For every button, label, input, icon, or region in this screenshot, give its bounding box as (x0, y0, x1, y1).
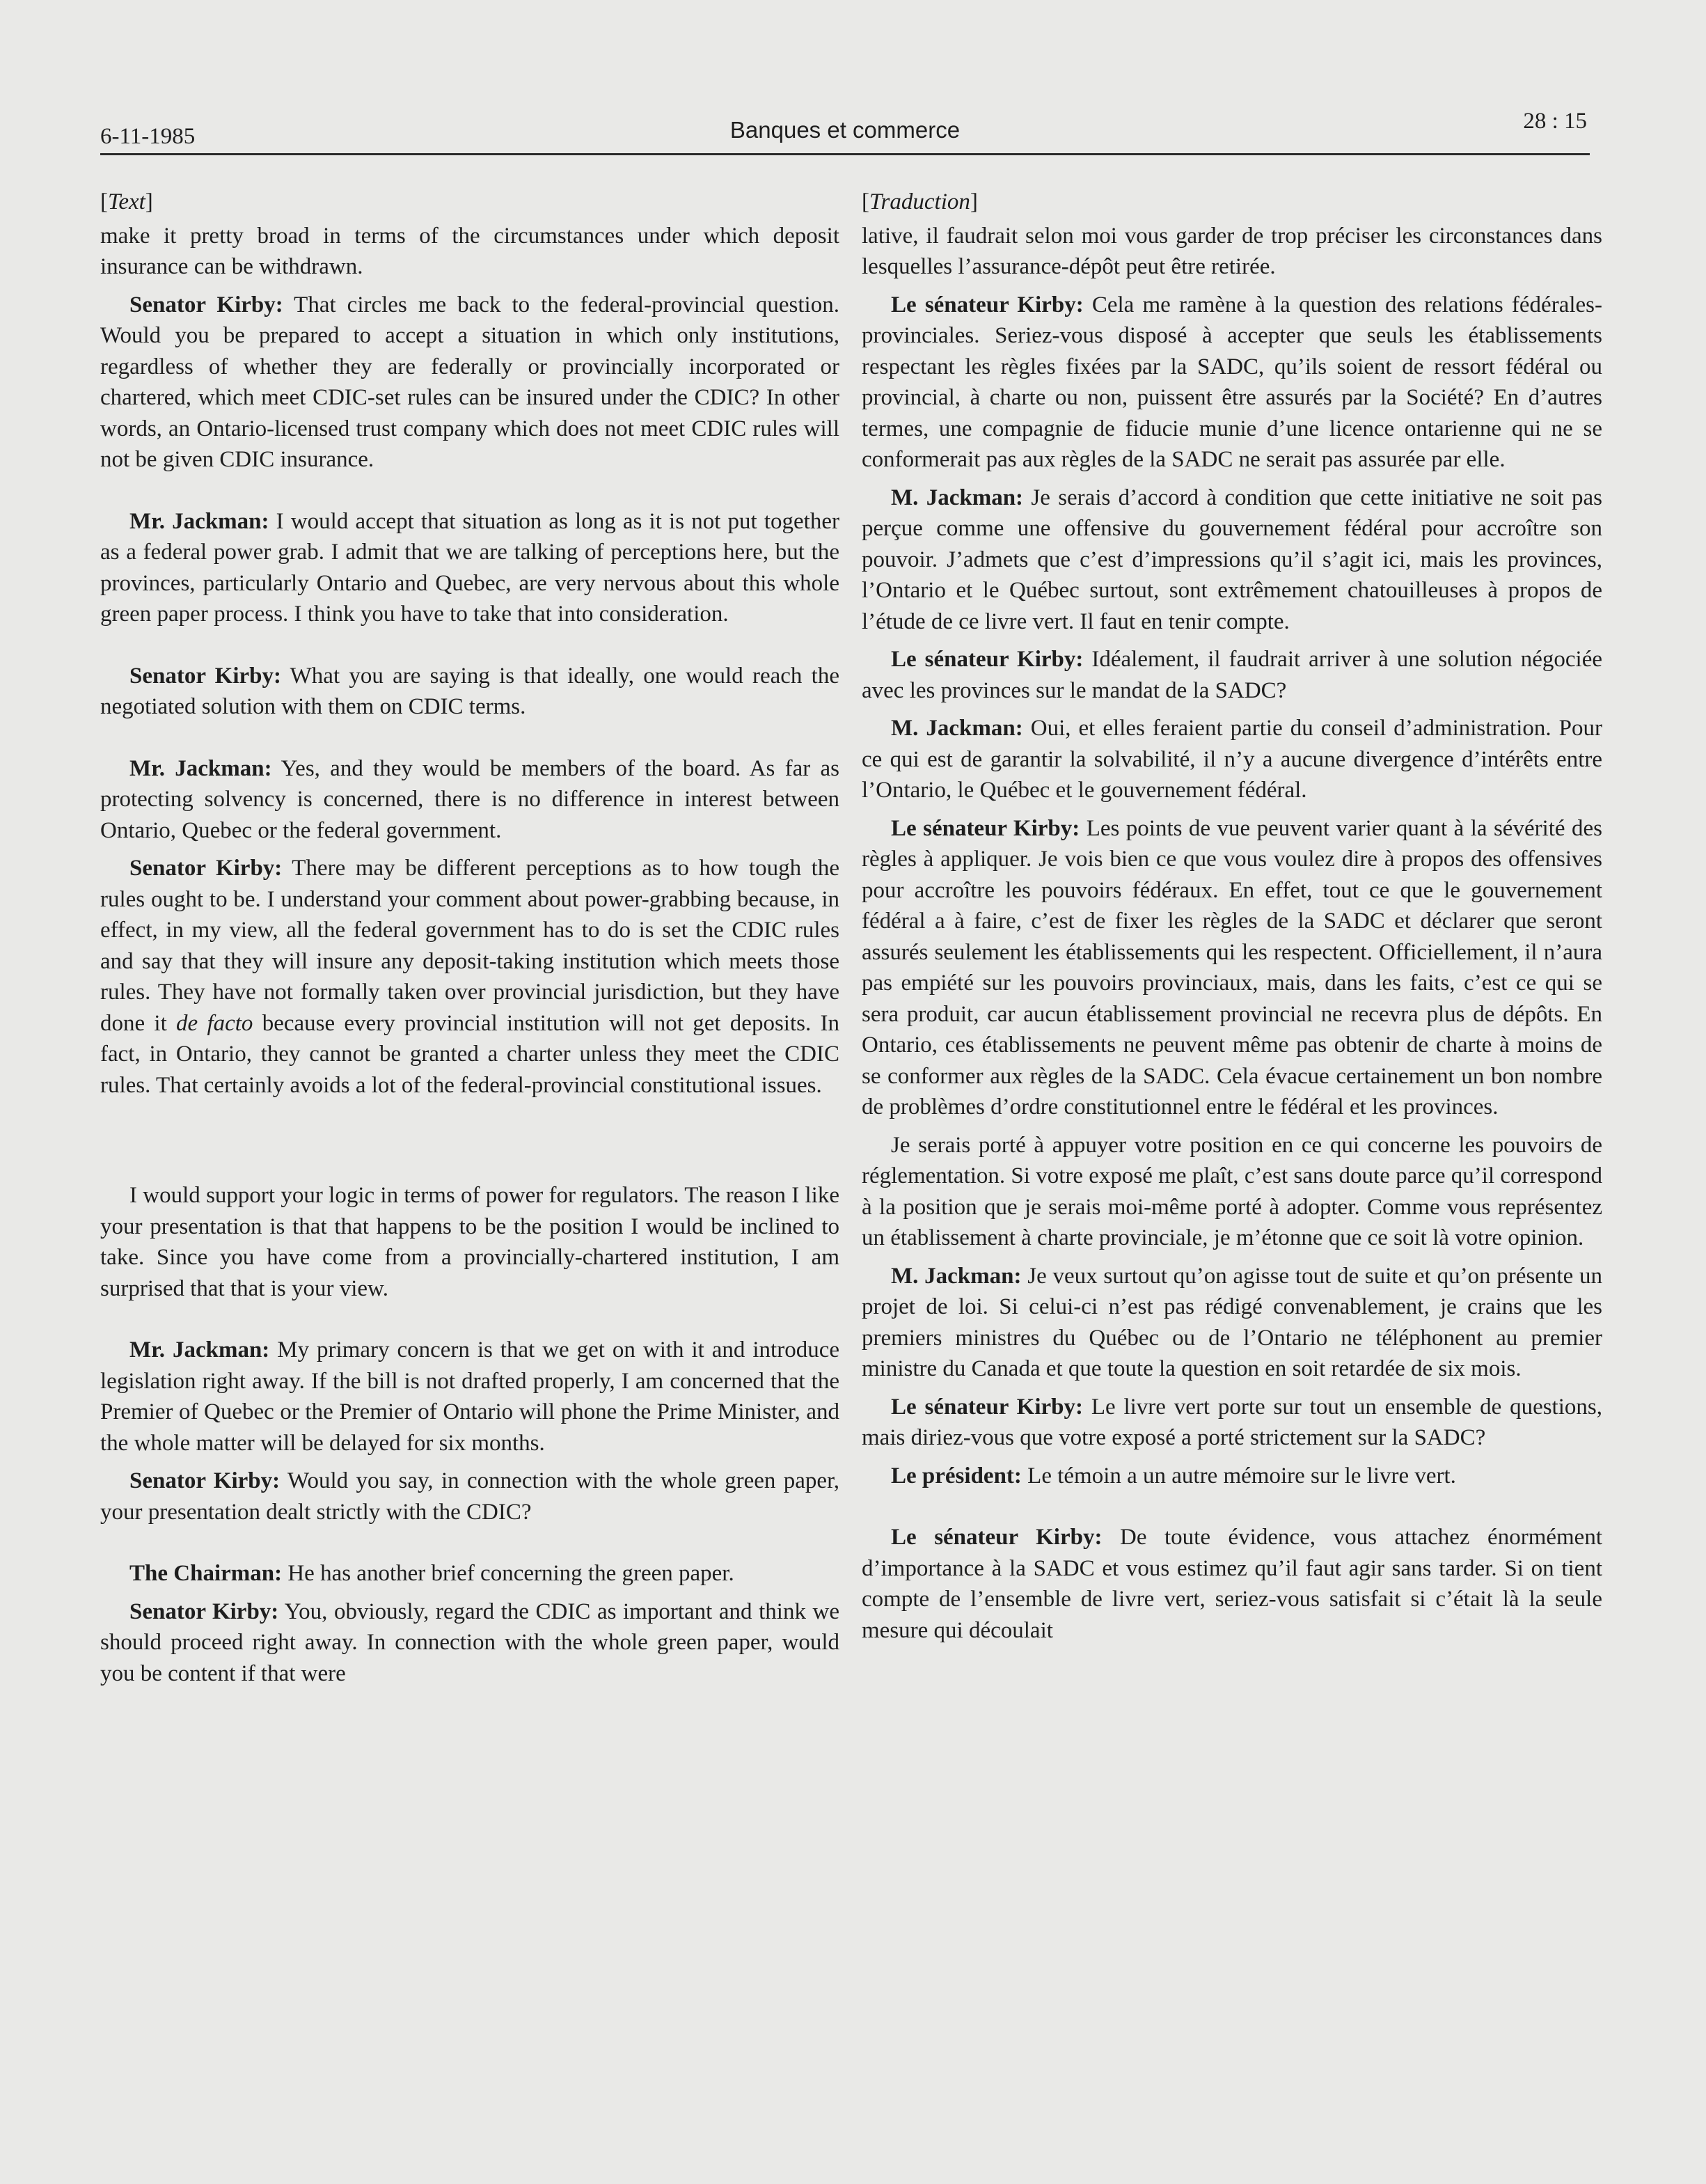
paragraph: Senator Kirby: There may be different perceptions as to how tough the rules ought to be. I understand your comment about power-grabbing because, in effect, in my view, all the federal government has to do is set the CDIC rules and say that they will insure any deposit-taking institution which meets those rules. They have not formally taken over provincial jurisdiction, but they have done it de facto because every provincial institution will not get deposits. In fact, in Ontario, they cannot be granted a charter unless they meet the CDIC rules. That certainly avoids a lot of the federal-provincial constitutional issues. (100, 856, 839, 1098)
paragraph: M. Jackman: Je serais d’accord à condition que cette initiative ne soit pas perçue comme une offensive du gouvernement fédéral pour accroître son pouvoir. J’admets que c’est d’impressions qu’il s’agit ici, mais les provinces, l’Ontario et le Québec surtout, sont extrêmement chatouilleuses à propos de l’étude de ce livre vert. Il faut en tenir compte. (862, 485, 1603, 634)
paragraph: lative, il faudrait selon moi vous garder de trop préciser les circonstances dans lesquelles l’assurance-dépôt peut être retirée. (862, 223, 1602, 279)
paragraph: Senator Kirby: That circles me back to the federal-provincial question. Would you be prepared to accept a situation in which only institutions, regardless of whether they are federally or provincially incorporated or chartered, which meet CDIC-set rules can be insured under the CDIC? In other words, an Ontario-licensed trust company which does not meet CDIC rules will not be given CDIC insurance. (100, 292, 839, 472)
speaker-name: Le sénateur Kirby: (891, 292, 1084, 317)
speaker-name: Le sénateur Kirby: (891, 1525, 1103, 1550)
speaker-name: Senator Kirby: (129, 856, 283, 881)
paragraph: Mr. Jackman: I would accept that situation as long as it is not put together as a federal power grab. I admit that we are talking of perceptions here, but the provinces, particularly Ontario and Quebec, are very nervous about this whole green paper process. I think you have to take that into consideration. (100, 508, 839, 627)
speaker-name: Senator Kirby: (129, 1598, 279, 1624)
speaker-name: M. Jackman: (891, 716, 1023, 741)
header-page-number: 28 : 15 (1523, 109, 1587, 134)
speaker-name: Senator Kirby: (129, 292, 283, 317)
speaker-name: M. Jackman: (891, 485, 1024, 510)
paragraph: M. Jackman: Oui, et elles feraient partie du conseil d’administration. Pour ce qui est de garantir la solvabilité, il n’y a aucune divergence d’intérêts entre l’Ontario, le Québec et le gouvernement fédéral. (862, 716, 1602, 803)
paragraph: Je serais porté à appuyer votre position en ce qui concerne les pouvoirs de réglementation. Si votre exposé me plaît, c’est sans doute parce qu’il correspond à la position que je serais moi-même porté à adopter. Comme vous représentez un établissement à charte provinciale, je m’étonne que ce soit là votre opinion. (862, 1132, 1602, 1250)
paragraph: Le sénateur Kirby: Les points de vue peuvent varier quant à la sévérité des règles à appliquer. Je vois bien ce que vous voulez dire à propos des offensives pour accroître les pouvoirs fédéraux. En effet, tout ce que le gouvernement fédéral a à faire, c’est de fixer les règles de la SADC et déclarer que seront assurés seulement les établissements qui les respectent. Officiellement, il n’aura pas empiété sur les pouvoirs provinciaux, mais, dans les faits, c’est ce qui se sera produit, car aucun établissement provincial ne recevra plus de dépôts. En Ontario, ces établissements ne peuvent même pas obtenir de charte à moins de se conformer aux règles de la SADC. Cela évacue certainement un bon nombre de problèmes d’ordre constitutionnel entre le fédéral et les provinces. (862, 815, 1602, 1120)
column-label: Traduction (869, 189, 970, 214)
paragraph: Mr. Jackman: My primary concern is that we get on with it and introduce legislation right away. If the bill is not drafted properly, I am concerned that the Premier of Quebec or the Premier of Ontario will phone the Prime Minister, and the whole matter will be delayed for six months. (100, 1337, 839, 1456)
column-label-translation: [Traduction] (862, 189, 978, 214)
french-column (862, 187, 1602, 1646)
speaker-name: Senator Kirby: (129, 1468, 281, 1493)
speaker-name: Le sénateur Kirby: (891, 815, 1080, 841)
paragraph: Le sénateur Kirby: Le livre vert porte sur tout un ensemble de questions, mais diriez-vous que votre exposé a porté strictement sur la SADC? (862, 1394, 1602, 1450)
paragraph: Le sénateur Kirby: Idéalement, il faudrait arriver à une solution négociée avec les provinces sur le mandat de la SADC? (862, 647, 1602, 703)
speaker-name: Mr. Jackman: (129, 755, 272, 781)
speaker-name: The Chairman: (129, 1561, 283, 1586)
speaker-name: Le sénateur Kirby: (891, 1394, 1084, 1420)
paragraph: Senator Kirby: What you are saying is that ideally, one would reach the negotiated solution with them on CDIC terms. (100, 663, 839, 719)
english-column (100, 187, 839, 1689)
speaker-name: Senator Kirby: (129, 663, 281, 689)
speaker-name: Le sénateur Kirby: (891, 647, 1084, 672)
speaker-name: M. Jackman: (891, 1263, 1022, 1289)
speaker-name: Mr. Jackman: (129, 1337, 270, 1362)
paragraph: M. Jackman: Je veux surtout qu’on agisse tout de suite et qu’on présente un projet de loi. Si celui-ci n’est pas rédigé convenablement, je crains que les premiers ministres du Québec ou de l’Ontario ne téléphonent au premier ministre du Canada et que toute la question en soit retardée de six mois. (862, 1263, 1602, 1381)
paragraph: make it pretty broad in terms of the circumstances under which deposit insurance can be withdrawn. (100, 223, 839, 279)
column-label: Text (108, 189, 145, 214)
paragraph: Le président: Le témoin a un autre mémoire sur le livre vert. (891, 1463, 1456, 1488)
paragraph: Mr. Jackman: Yes, and they would be members of the board. As far as protecting solvency is concerned, there is no difference in interest between Ontario, Quebec or the federal government. (100, 755, 839, 843)
speaker-name: Mr. Jackman: (129, 508, 269, 534)
paragraph: Senator Kirby: You, obviously, regard the CDIC as important and think we should proceed right away. In connection with the whole green paper, would you be content if that were (100, 1598, 839, 1686)
page-header (100, 104, 1590, 155)
paragraph: I would support your logic in terms of power for regulators. The reason I like your presentation is that that happens to be the position I would be inclined to take. Since you have come from a provincially-chartered institution, I am surprised that that is your view. (100, 1183, 839, 1301)
paragraph: Senator Kirby: Would you say, in connection with the whole green paper, your presentation dealt strictly with the CDIC? (100, 1468, 839, 1525)
header-title: Banques et commerce (729, 117, 961, 143)
column-label-text: [Text] (100, 189, 153, 214)
paragraph: Le sénateur Kirby: Cela me ramène à la question des relations fédérales-provinciales. Seriez-vous disposé à accepter que seuls les établissements respectant les règles fixées par la SADC, qu’ils soient de ressort fédéral ou provincial, à charte ou non, puissent être assurés par la Société? En d’autres termes, une compagnie de fiducie munie d’une licence ontarienne qui ne se conformerait pas aux règles de la SADC ne serait pas assurée par elle. (862, 292, 1602, 472)
header-date: 6-11-1985 (100, 124, 196, 149)
paragraph: The Chairman: He has another brief concerning the green paper. (129, 1561, 734, 1586)
speaker-name: Le président: (891, 1463, 1022, 1488)
paragraph: Le sénateur Kirby: De toute évidence, vous attachez énormément d’importance à la SADC et vous estimez qu’il faut agir sans tarder. Si on tient compte de l’ensemble de livre vert, seriez-vous satisfait si c’était là la seule mesure qui découlait (862, 1525, 1602, 1643)
